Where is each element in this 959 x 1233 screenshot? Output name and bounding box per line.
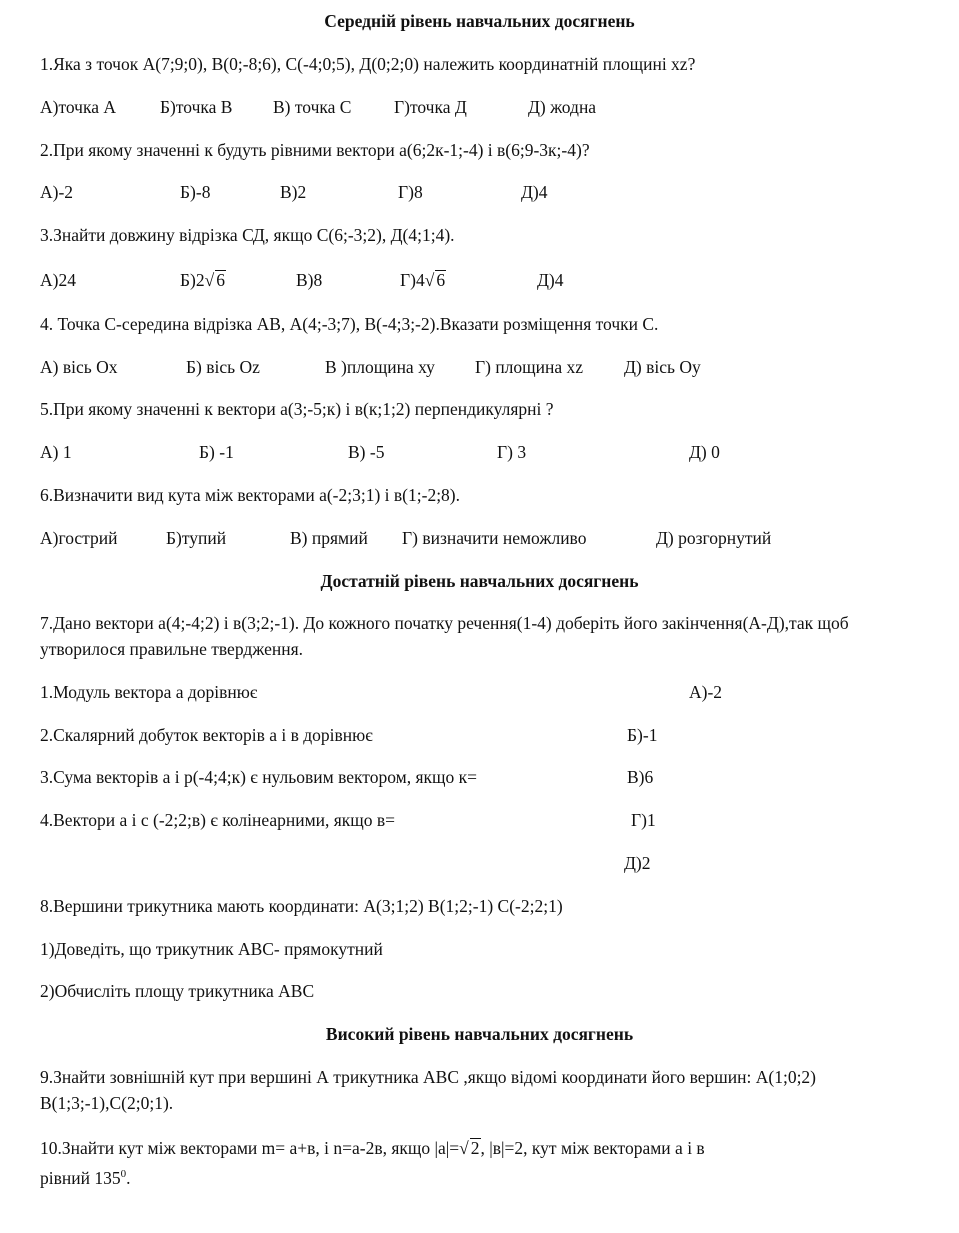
question-9: 9.Знайти зовнішній кут при вершині А трикутника АВС ,якщо відомі координати його вершин: А(1;0;2) В(1;3;-1),С(2;0;1). (40, 1067, 817, 1113)
q6-option-e: Д) розгорнутий (656, 528, 772, 548)
section-title-high: Високий рівень навчальних досягнень (325, 1024, 634, 1044)
q5-option-e: Д) 0 (689, 442, 720, 462)
q1-option-b: Б)точка В (160, 97, 233, 117)
q10-radicand: 2 (470, 1138, 480, 1158)
q7-start-1: 1.Модуль вектора а дорівнює (40, 682, 258, 702)
q1-option-d: Г)точка Д (394, 97, 467, 117)
question-5: 5.При якому значенні к вектори а(3;-5;к) і в(к;1;2) перпендикулярні ? (40, 399, 554, 419)
q5-option-c: В) -5 (348, 442, 385, 462)
q2-option-c: В)2 (280, 182, 307, 202)
q3-option-d: Г)4√ 6 (400, 270, 446, 290)
q4-option-b: Б) вісь Оz (186, 357, 260, 377)
sqrt-symbol: √ 6 (424, 270, 446, 290)
question-1: 1.Яка з точок А(7;9;0), В(0;-8;6), С(-4;0;5), Д(0;2;0) належить координатній площині xz? (40, 54, 696, 74)
sqrt-symbol: √ 2 (459, 1138, 480, 1158)
q4-option-a: А) вісь Ох (40, 357, 118, 377)
q2-option-b: Б)-8 (180, 182, 211, 202)
q6-option-c: В) прямий (290, 528, 368, 548)
q3-option-e: Д)4 (537, 270, 564, 290)
q1-option-e: Д) жодна (528, 97, 597, 117)
q3-option-a: А)24 (40, 270, 76, 290)
q4-option-d: Г) площина xz (475, 357, 584, 377)
q3-option-c: В)8 (296, 270, 323, 290)
question-4: 4. Точка С-середина відрізка АВ, А(4;-3;7), В(-4;3;-2).Вказати розміщення точки С. (40, 314, 659, 334)
question-7: 7.Дано вектори а(4;-4;2) і в(3;2;-1). До кожного початку речення(1-4) доберіть його закінчення(А-Д),так щоб утворилося правильне твердження. (40, 613, 849, 659)
q7-start-4: 4.Вектори а і с (-2;2;в) є колінеарними, якщо в= (40, 810, 396, 830)
sqrt-symbol: √ 6 (204, 270, 225, 290)
q7-start-2: 2.Скалярний добуток векторів а і в дорівнює (40, 725, 373, 745)
q7-end-c: В)6 (627, 767, 654, 787)
q8-part-1: 1)Доведіть, що трикутник АВС- прямокутний (40, 939, 383, 959)
q3-option-b-radicand: 6 (216, 270, 225, 290)
q2-option-d: Г)8 (398, 182, 423, 202)
q7-end-e: Д)2 (624, 853, 651, 873)
q6-option-b: Б)тупий (166, 528, 227, 548)
q1-option-c: В) точка С (273, 97, 352, 117)
question-6: 6.Визначити вид кута між векторами а(-2;3;1) і в(1;-2;8). (40, 485, 461, 505)
question-10-line-2: рівний $135^0$. (40, 1167, 131, 1188)
question-8: 8.Вершини трикутника мають координати: А(3;1;2) В(1;2;-1) С(-2;2;1) (40, 896, 563, 916)
q8-part-2: 2)Обчисліть площу трикутника АВС (40, 981, 315, 1001)
question-3: 3.Знайти довжину відрізка СД, якщо С(6;-3;2), Д(4;1;4). (40, 225, 455, 245)
q7-start-3: 3.Сума векторів а і р(-4;4;к) є нульовим вектором, якщо к= (40, 767, 477, 787)
q6-option-a: А)гострий (40, 528, 118, 548)
q4-option-e: Д) вісь Оу (624, 357, 701, 377)
q7-end-d: Г)1 (631, 810, 656, 830)
q5-option-a: А) 1 (40, 442, 72, 462)
q4-option-c: В )площина ху (325, 357, 435, 377)
q7-end-a: А)-2 (689, 682, 723, 702)
q2-option-a: А)-2 (40, 182, 74, 202)
q7-end-b: Б)-1 (627, 725, 658, 745)
q3-option-d-radicand: 6 (436, 270, 446, 290)
q5-option-d: Г) 3 (497, 442, 527, 462)
q6-option-d: Г) визначити неможливо (402, 528, 587, 548)
q1-option-a: А)точка А (40, 97, 116, 117)
section-title-sufficient: Достатній рівень навчальних досягнень (320, 571, 639, 591)
question-10-line-1: 10.Знайти кут між векторами m= a+в, і n=a-2в, якщо |a|=√ 2, |в|=2, кут між векторами а і в (40, 1138, 705, 1158)
section-title-medium: Середній рівень навчальних досягнень (324, 11, 635, 31)
q2-option-e: Д)4 (521, 182, 548, 202)
q5-option-b: Б) -1 (199, 442, 234, 462)
q3-option-b: Б)2√ 6 (180, 270, 225, 290)
question-2: 2.При якому значенні к будуть рівними вектори а(6;2к-1;-4) і в(6;9-3к;-4)? (40, 140, 590, 160)
degree-sign: 0 (120, 1168, 127, 1180)
